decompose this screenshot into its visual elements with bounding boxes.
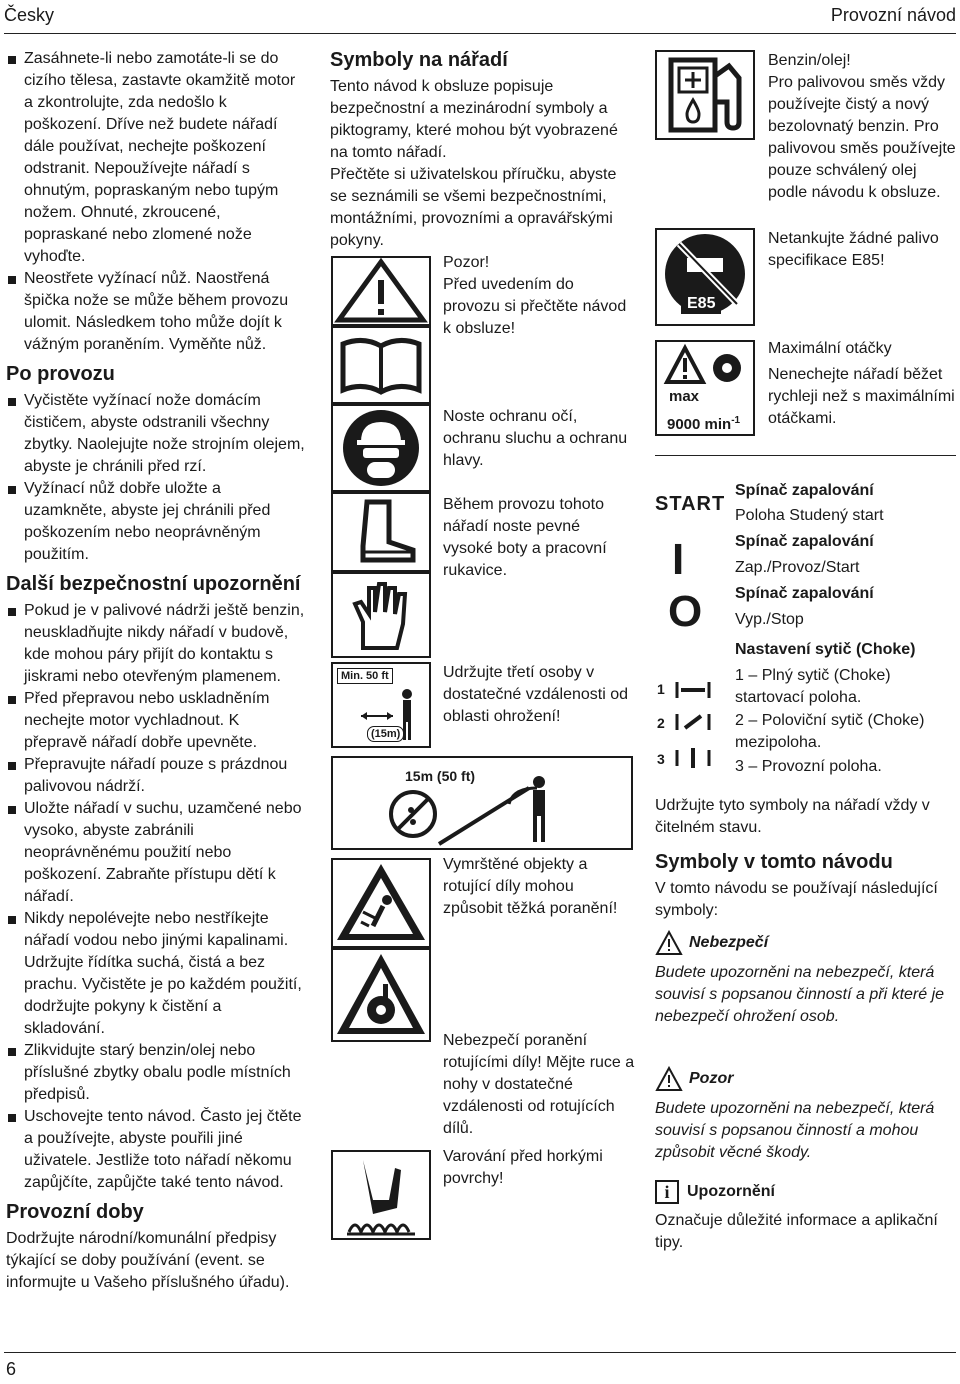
caution-triangle-icon	[655, 1066, 683, 1092]
rotating-parts-text: Nebezpečí poranění rotujícími díly! Mějte ruce a nohy v dostatečné vzdálenosti od rotujících dílů.	[443, 1032, 635, 1137]
max-rpm-text: Nenechejte nářadí běžet rychleji než s maximálními otáčkami.	[768, 366, 955, 427]
head-protection-icon	[331, 404, 431, 492]
choke-icon	[655, 668, 719, 778]
fuel-text: Pro palivovou směs vždy používejte čistý a nový bezolovnatý benzin. Pro palivovou směs používejte pouze schválený olej podle návodu k obsluze.	[768, 74, 956, 201]
symbols-intro: Tento návod k obsluze popisuje bezpečnostní a mezinárodní symboly a piktogramy, které mohou být vyobrazené na tomto nářadí.	[330, 78, 618, 161]
list-item: Pokud je v palivové nádrži ještě benzin, neuskladňujte nikdy nářadí v budově, kde mohou páry přijít do kontaktu s jiskrami nebo otevřeným plamenem.	[6, 600, 306, 688]
danger-note	[655, 930, 955, 1028]
heading-operating-hours: Provozní doby	[6, 1201, 144, 1223]
caution-title: Pozor	[689, 1070, 734, 1087]
manual-symbols-intro: V tomto návodu se používají následující symboly:	[655, 880, 938, 919]
list-item: Před přepravou nebo uskladněním nechejte motor vychladnout. K přepravě nářadí dobře upevněte.	[6, 688, 306, 754]
distance-text: Udržujte třetí osoby v dostatečné vzdálenosti od oblasti ohrožení!	[443, 664, 629, 725]
keep-legible-text: Udržujte tyto symboly na nářadí vždy v čitelném stavu.	[655, 797, 930, 836]
max-rpm-icon	[655, 340, 755, 436]
max-label: max	[669, 388, 700, 405]
operating-hours-text: Dodržujte národní/komunální předpisy týkající se doby používání (event. se informujte u Vašeho příslušného úřadu).	[6, 1230, 290, 1291]
min-distance-label: Min. 50 ft	[337, 668, 393, 684]
max-rpm-label	[667, 412, 740, 434]
choke-run-text: 3 – Provozní poloha.	[735, 758, 882, 775]
thrown-objects-text: Vymrštěné objekty a rotující díly mohou způsobit těžká poranění!	[443, 856, 618, 917]
bullet-list-after	[6, 390, 306, 566]
e85-label: E85	[681, 294, 721, 314]
max-rpm-sup: -1	[731, 415, 741, 426]
thrown-objects-icon	[331, 858, 431, 948]
ignition-off-symbol: O	[668, 587, 703, 636]
list-item: Zasáhnete-li nebo zamotáte-li se do cizího tělesa, zastavte okamžitě motor a zkontrolujte, zda nedošlo k poškození. Dříve než budete nářadí dále používat, nechejte poškození odstranit. Nepoužívejte nářadí s ohnutým, popraskaným nebo tupým nožem. Ohnuté, zkroucené, popraskané nebo zlomené nože vyhoďte.	[6, 48, 306, 268]
ignition1-text: Poloha Studený start	[735, 507, 884, 524]
choke-num-1: 1	[657, 681, 665, 697]
no-e85-icon	[655, 228, 755, 326]
heading-symbols-tool: Symboly na nářadí	[330, 49, 508, 71]
manual-symbols-section	[655, 850, 955, 922]
danger-triangle-icon	[655, 930, 683, 956]
manual-book-icon	[331, 326, 431, 404]
distance-person-icon	[331, 662, 431, 748]
ppe-text: Noste ochranu očí, ochranu sluchu a ochranu hlavy.	[443, 408, 628, 469]
gloves-icon	[331, 572, 431, 658]
heading-more-safety: Další bezpečnostní upozornění	[6, 573, 301, 595]
rotating-parts-icon	[331, 948, 431, 1042]
bullet-list-top	[6, 48, 306, 356]
fuel-title: Benzin/olej!	[768, 52, 851, 69]
page-header	[0, 0, 960, 34]
ignition2-text: Zap./Provoz/Start	[735, 559, 860, 576]
list-item: Vyčistěte vyžínací nože domácím čističem, abyste odstranili všechny zbytky. Naolejujte nože strojním olejem, abyste je chránili před rzí.	[6, 390, 306, 478]
trimmer-distance-label: 15m (50 ft)	[405, 768, 476, 784]
header-rule	[4, 33, 956, 34]
warning-triangle-icon	[331, 256, 431, 326]
choke-full-text: 1 – Plný sytič (Choke) startovací poloha.	[735, 667, 891, 706]
header-language: Česky	[4, 5, 55, 25]
max-rpm-value: 9000 min	[667, 416, 732, 433]
list-item: Vyžínací nůž dobře uložte a uzamkněte, abyste jej chránili před poškozením nebo neoprávněným použitím.	[6, 478, 306, 566]
list-item: Neostřete vyžínací nůž. Naostřená špička nože se může během provozu ulomit. Následkem toho může dojít k vážným poraněním. Vyměňte nůž.	[6, 268, 306, 356]
choke-num-3: 3	[657, 751, 665, 767]
hot-surface-icon	[331, 1150, 431, 1240]
ignition-on-symbol: I	[672, 535, 685, 584]
heading-manual-symbols: Symboly v tomto návodu	[655, 851, 893, 873]
hot-surface-text: Varování před horkými povrchy!	[443, 1148, 603, 1187]
list-item: Nikdy nepolévejte nebo nestříkejte nářadí vodou nebo jinými kapalinami. Udržujte řídítka suchá, čistá a bez prachu. Vyčistěte je po každém použití, dodržujte pokyny k čistění a skladování.	[6, 908, 306, 1040]
max-rpm-title: Maximální otáčky	[768, 340, 892, 357]
symbols-read-manual: Přečtěte si uživatelskou příručku, abyste se seznámili se všemi bezpečnostními, montážními, provozními a opravářskými pokyny.	[330, 166, 617, 249]
e85-text: Netankujte žádné palivo specifikace E85!	[768, 230, 939, 269]
ignition3-text: Vyp./Stop	[735, 611, 804, 628]
ignition1-title: Spínač zapalování	[735, 482, 874, 499]
ignition2-title: Spínač zapalování	[735, 533, 874, 550]
read-manual-text: Před uvedením do provozu si přečtěte návod k obsluze!	[443, 276, 627, 337]
start-label: START	[655, 493, 726, 515]
boots-gloves-text: Během provozu tohoto nářadí noste pevné vysoké boty a pracovní rukavice.	[443, 496, 607, 579]
caution-label: Pozor!	[443, 254, 490, 271]
trimmer-distance-icon	[331, 756, 633, 850]
caution-note	[655, 1066, 955, 1164]
list-item: Zlikvidujte starý benzin/olej nebo příslušné zbytky obalu podle místních předpisů.	[6, 1040, 306, 1106]
choke-num-2: 2	[657, 715, 665, 731]
ignition3-title: Spínač zapalování	[735, 585, 874, 602]
column-2-intro	[330, 48, 635, 252]
boots-icon	[331, 492, 431, 572]
danger-text: Budete upozorněni na nebezpečí, která souvisí s popsanou činností a při které je nebezpečí ohrožení osob.	[655, 964, 945, 1025]
choke-half-text: 2 – Poloviční sytič (Choke) mezipoloha.	[735, 712, 925, 751]
distance-meters-label: (15m)	[367, 726, 404, 742]
fuel-pump-icon	[655, 50, 755, 140]
list-item: Přepravujte nářadí pouze s prázdnou palivovou nádrží.	[6, 754, 306, 798]
header-section: Provozní návod	[830, 5, 956, 25]
choke-title: Nastavení sytič (Choke)	[735, 641, 916, 658]
note-text: Označuje důležité informace a aplikační tipy.	[655, 1212, 938, 1251]
list-item: Uschovejte tento návod. Často jej čtěte a používejte, abyste pouřili jiné uživatele. Jestliže toto nářadí někomu zapůjčíte, zapůjčte také tento návod.	[6, 1106, 306, 1194]
bullet-list-more	[6, 600, 306, 1194]
caution-text: Budete upozorněni na nebezpečí, která souvisí s popsanou činností a mohou způsobit věcné škody.	[655, 1100, 935, 1161]
list-item: Uložte nářadí v suchu, uzamčené nebo vysoko, abyste zabránili neoprávněnému použití nebo poškození. Zabraňte přístupu dětí k nářadí.	[6, 798, 306, 908]
footer-rule	[4, 1352, 956, 1353]
section-rule	[655, 455, 956, 456]
column-1	[6, 48, 306, 1294]
heading-after-use: Po provozu	[6, 363, 115, 385]
note-title: Upozornění	[687, 1183, 775, 1200]
danger-title: Nebezpečí	[689, 934, 769, 951]
info-note	[655, 1180, 955, 1254]
page-number: 6	[6, 1359, 17, 1379]
info-icon: i	[655, 1180, 679, 1204]
